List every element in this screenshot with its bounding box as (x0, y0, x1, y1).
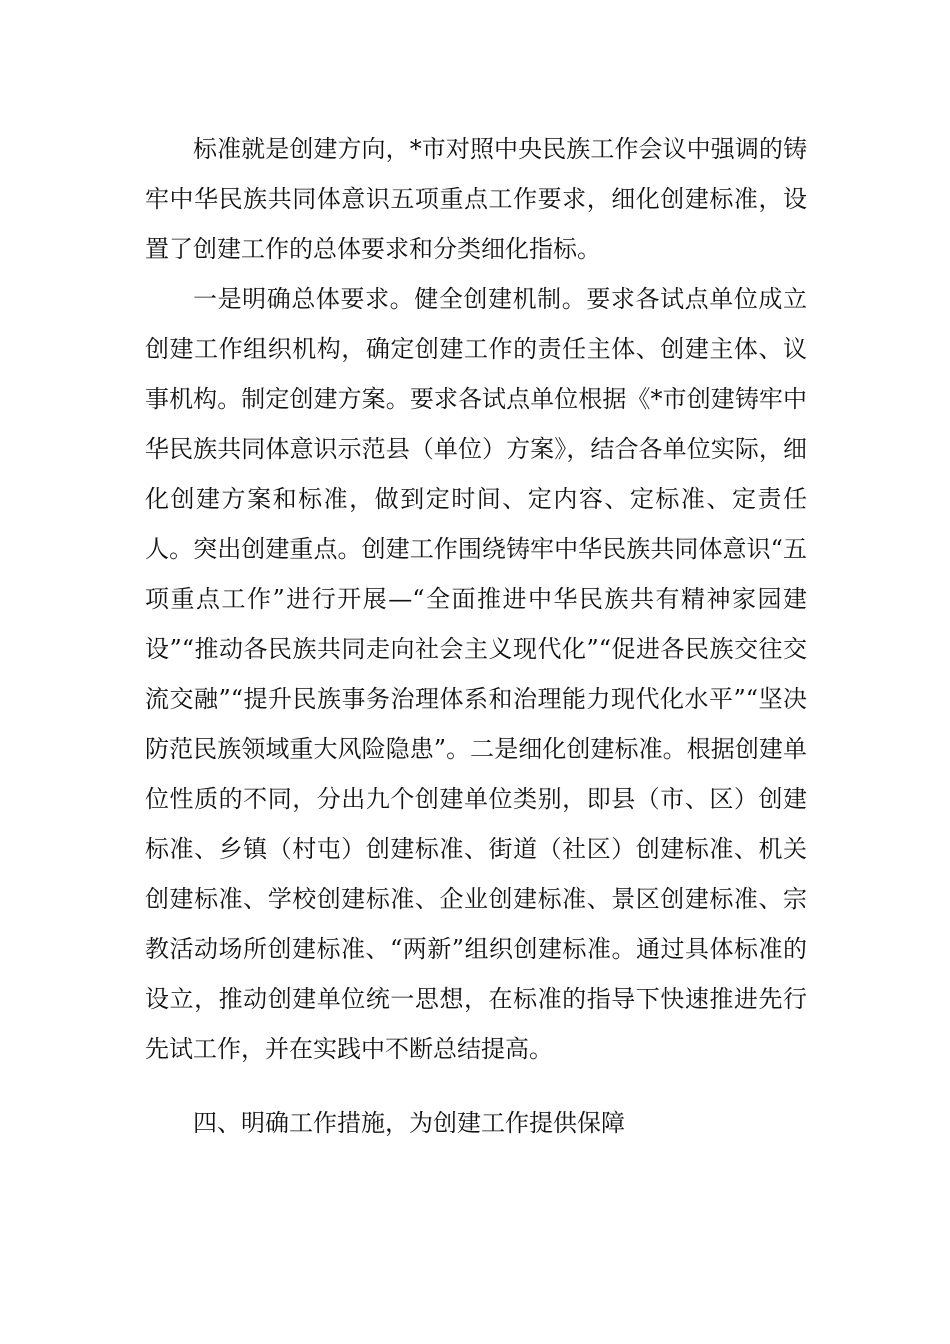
document-body (145, 124, 807, 1148)
section-heading: 四、明确工作措施，为创建工作提供保障 (193, 1109, 625, 1137)
paragraph-standards-intro: 标准就是创建方向，*市对照中央民族工作会议中强调的铸牢中华民族共同体意识五项重点工作要求，细化创建标准，设置了创建工作的总体要求和分类细化指标。 (145, 135, 807, 263)
paragraph-requirements-detail: 一是明确总体要求。健全创建机制。要求各试点单位成立创建工作组织机构，确定创建工作的责任主体、创建主体、议事机构。制定创建方案。要求各试点单位根据《*市创建铸牢中华民族共同体意识示范县（单位）方案》，结合各单位实际，细化创建方案和标准，做到定时间、定内容、定标准、定责任人。突出创建重点。创建工作围绕铸牢中华民族共同体意识“五项重点工作”进行开展—“全面推进中华民族共有精神家园建设”“推动各民族共同走向社会主义现代化”“促进各民族交往交流交融”“提升民族事务治理体系和治理能力现代化水平”“坚决防范民族领域重大风险隐患”。二是细化创建标准。根据创建单位性质的不同，分出九个创建单位类别，即县（市、区）创建标准、乡镇（村屯）创建标准、街道（社区）创建标准、机关创建标准、学校创建标准、企业创建标准、景区创建标准、宗教活动场所创建标准、“两新”组织创建标准。通过具体标准的设立，推动创建单位统一思想，在标准的指导下快速推进先行先试工作，并在实践中不断总结提高。 (145, 285, 807, 1063)
